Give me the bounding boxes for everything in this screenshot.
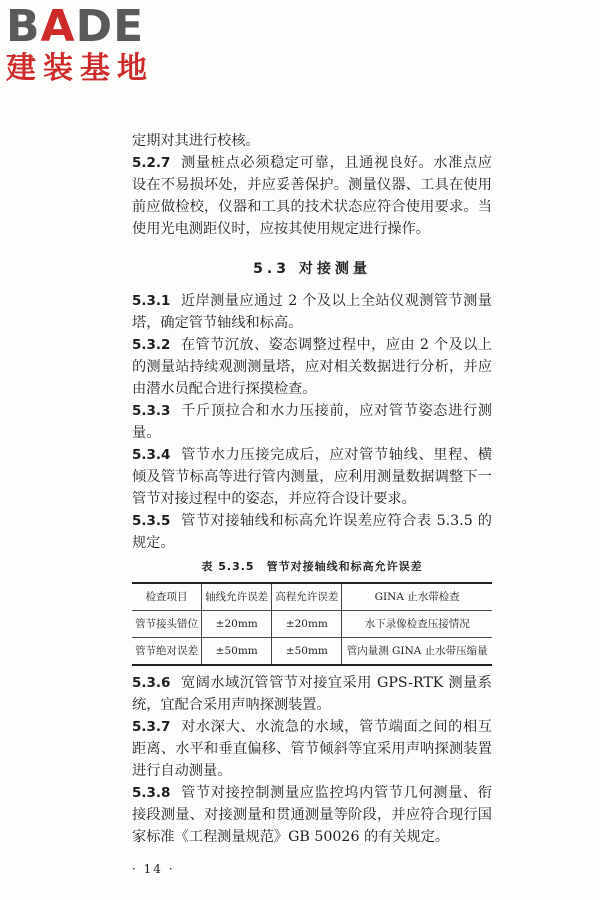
clause-number: 5.3.7 <box>132 719 171 735</box>
logo-wordmark <box>6 1 186 52</box>
clause-text: 管节水力压接完成后，应对管节轴线、里程、横倾及管节标高等进行管内测量，应利用测量数据调整下一管节对接过程中的姿态，并应符合设计要求。 <box>132 447 492 507</box>
clause-text: 管节对接轴线和标高允许误差应符合表 5.3.5 的规定。 <box>132 513 492 551</box>
table-header-cell: 高程允许误差 <box>272 583 342 611</box>
tolerance-table <box>132 582 492 666</box>
clause-number: 5.3.3 <box>132 403 171 419</box>
clause-number: 5.3.6 <box>132 675 171 691</box>
clause-5-3-3 <box>132 400 492 444</box>
clause-5-2-7 <box>132 152 492 240</box>
table-header-cell: 检查项目 <box>132 583 202 611</box>
table-cell: ±20mm <box>272 611 342 638</box>
clause-5-3-1 <box>132 290 492 334</box>
table-cell: ±50mm <box>272 638 342 666</box>
table-caption: 表 5.3.5 管节对接轴线和标高允许误差 <box>201 560 423 573</box>
table-header-row <box>132 583 492 611</box>
logo-letter-b: B <box>6 1 41 52</box>
section-title: 5.3 对接测量 <box>253 261 371 277</box>
clause-text: 千斤顶拉合和水力压接前，应对管节姿态进行测量。 <box>132 403 492 441</box>
clause-5-3-5 <box>132 510 492 554</box>
clause-5-3-7 <box>132 716 492 782</box>
clause-text: 对水深大、水流急的水域，管节端面之间的相互距离、水平和垂直偏移、管节倾斜等宜采用声呐探测装置进行自动测量。 <box>132 719 492 779</box>
table-row <box>132 611 492 638</box>
table-cell: 管内量测 GINA 止水带压缩量 <box>342 638 492 666</box>
table-header-cell: GINA 止水带检查 <box>342 583 492 611</box>
logo-letter-a: A <box>40 1 76 52</box>
clause-5-3-6 <box>132 672 492 716</box>
clause-number: 5.3.1 <box>132 293 171 309</box>
page-number: · 14 · <box>132 862 175 876</box>
clause-number: 5.3.2 <box>132 337 171 353</box>
table-cell: ±20mm <box>202 611 272 638</box>
clause-5-3-8 <box>132 782 492 848</box>
paragraph-continuation <box>132 130 492 152</box>
clause-text: 测量桩点必须稳定可靠，且通视良好。水准点应设在不易损坏处，并应妥善保护。测量仪器、工具在使用前应做检校，仪器和工具的技术状态应符合使用要求。当使用光电测距仪时，应按其使用规定进行操作。 <box>132 155 492 237</box>
clause-number: 5.3.5 <box>132 513 171 529</box>
clause-text: 近岸测量应通过 2 个及以上全站仪观测管节测量塔，确定管节轴线和标高。 <box>132 293 492 331</box>
logo-subtitle: 建装基地 <box>6 51 154 86</box>
clause-text: 在管节沉放、姿态调整过程中，应由 2 个及以上的测量站持续观测测量塔，应对相关数据进行分析，并应由潜水员配合进行探摸检查。 <box>132 337 492 397</box>
table-row <box>132 638 492 666</box>
clause-5-3-2 <box>132 334 492 400</box>
table-cell: 水下录像检查压接情况 <box>342 611 492 638</box>
clause-text: 宽阔水域沉管管节对接宜采用 GPS-RTK 测量系统，宜配合采用声呐探测装置。 <box>132 675 492 713</box>
paragraph-text: 定期对其进行校核。 <box>132 133 260 149</box>
table-cell: 管节绝对误差 <box>132 638 202 666</box>
table-cell: 管节接头错位 <box>132 611 202 638</box>
page-body <box>132 130 492 880</box>
logo-letters-de: DE <box>75 1 145 52</box>
clause-number: 5.2.7 <box>132 155 171 171</box>
bade-logo <box>6 1 186 86</box>
clause-number: 5.3.8 <box>132 785 171 801</box>
clause-5-3-4 <box>132 444 492 510</box>
table-cell: ±50mm <box>202 638 272 666</box>
clause-text: 管节对接控制测量应监控坞内管节几何测量、衔接段测量、对接测量和贯通测量等阶段，并应符合现行国家标准《工程测量规范》GB 50026 的有关规定。 <box>132 785 492 845</box>
table-header-cell: 轴线允许误差 <box>202 583 272 611</box>
clause-number: 5.3.4 <box>132 447 171 463</box>
